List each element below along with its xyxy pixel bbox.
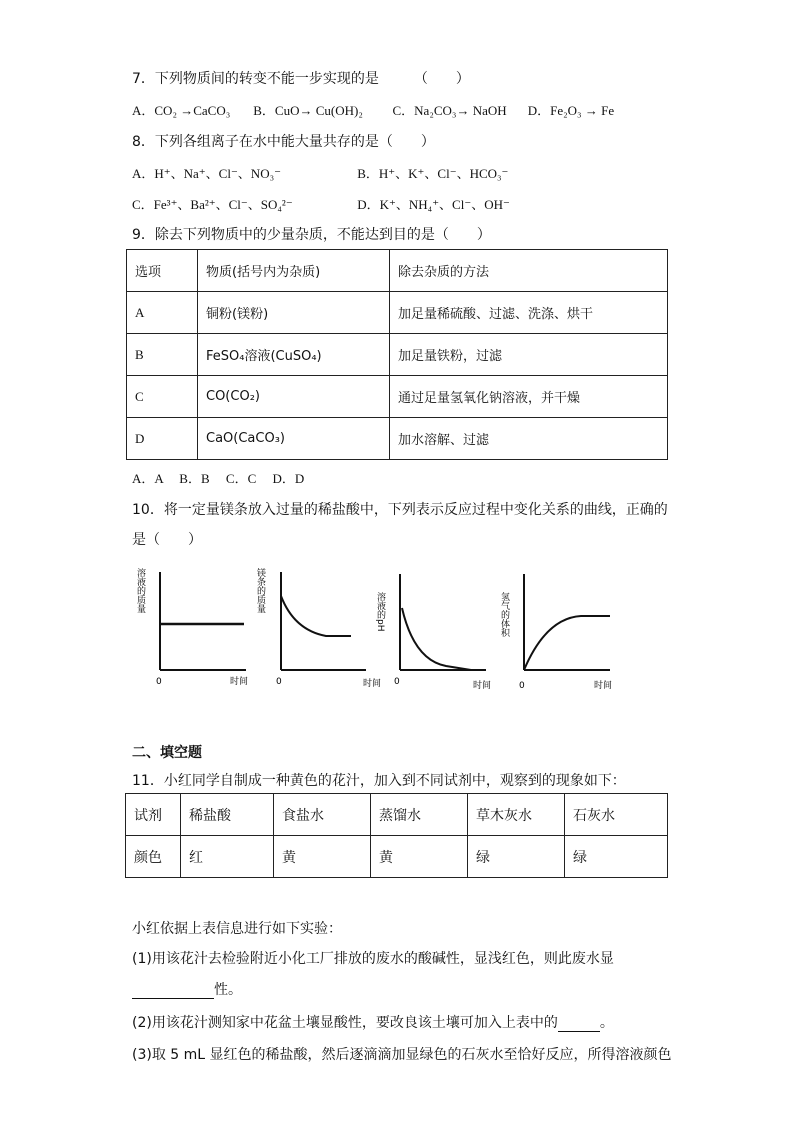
table-cell: 铜粉(镁粉) (198, 292, 390, 334)
table-cell: 加水溶解、过滤 (390, 418, 668, 460)
graph1-xlabel: 时间 (230, 677, 249, 687)
q9-stem: 9．除去下列物质中的少量杂质，不能达到目的是（ ） (132, 227, 491, 243)
q10-stem-line1: 10．将一定量镁条放入过量的稀盐酸中，下列表示反应过程中变化关系的曲线，正确的 (132, 502, 668, 518)
q7-option-c: C．Na₂CO₃→ NaOH (392, 103, 507, 118)
q10-stem-line2: 是（ ） (132, 532, 202, 548)
table-header-cell: 除去杂质的方法 (390, 250, 668, 292)
table-cell: A (127, 292, 198, 334)
table-row (127, 292, 668, 334)
table-row (126, 794, 668, 836)
graph1-origin: 0 (156, 677, 162, 687)
q9-table (126, 249, 668, 460)
q9-answer-options: A．A B．B C．C D．D (132, 471, 305, 486)
q11-sub1-line2 (132, 979, 242, 999)
q7-options (132, 100, 614, 119)
table-cell: C (127, 376, 198, 418)
table-cell: 蒸馏水 (371, 794, 468, 836)
q11-sub2-end: 。 (599, 1015, 614, 1031)
graph4-origin: 0 (519, 681, 525, 691)
q11-sub2 (132, 1012, 614, 1032)
graph-ph (375, 574, 491, 691)
q7-option-a: A．CO₂ →CaCO₃ (132, 103, 231, 118)
table-cell: 黄 (371, 836, 468, 878)
graph-solution-mass (135, 567, 248, 687)
q8-option-b: B．H⁺、K⁺、Cl⁻、HCO₃⁻ (357, 166, 509, 181)
graph4-curve (524, 616, 610, 670)
q7-option-b: B．CuO→ Cu(OH)₂ (253, 103, 363, 118)
table-cell: CO(CO₂) (198, 376, 390, 418)
graph3-ylabel: 溶液的pH (375, 592, 385, 632)
q11-sub1-suffix: 性。 (214, 982, 242, 998)
table-row (127, 250, 668, 292)
table-row (127, 418, 668, 460)
table-cell: CaO(CaCO₃) (198, 418, 390, 460)
table-cell: FeSO₄溶液(CuSO₄) (198, 334, 390, 376)
section-title: 二、填空题 (132, 745, 202, 761)
q11-stem: 11．小红同学自制成一种黄色的花汁，加入到不同试剂中，观察到的现象如下： (132, 773, 626, 789)
q7-option-d: D．Fe₂O₃ → Fe (527, 103, 615, 118)
q11-sub2-text: (2)用该花汁测知家中花盆土壤显酸性，要改良该土壤可加入上表中的 (132, 1015, 558, 1031)
table-cell: 试剂 (126, 794, 181, 836)
graph3-xlabel: 时间 (473, 681, 492, 691)
graph3-origin: 0 (394, 677, 400, 687)
graph2-curve (281, 596, 351, 636)
table-cell: 绿 (565, 836, 668, 878)
table-cell: B (127, 334, 198, 376)
q8-options-row1 (132, 163, 508, 182)
q10-graphs (126, 560, 646, 695)
table-row (127, 376, 668, 418)
q11-sub1-line1: (1)用该花汁去检验附近小化工厂排放的废水的酸碱性，显浅红色，则此废水显 (132, 951, 614, 967)
answer-blank-1[interactable] (132, 982, 214, 999)
graph2-origin: 0 (276, 677, 282, 687)
graph1-ylabel: 溶液的质量 (135, 568, 145, 613)
graph4-ylabel: 氢气的体积 (499, 592, 509, 637)
table-cell: 加足量稀硫酸、过滤、洗涤、烘干 (390, 292, 668, 334)
table-cell: 稀盐酸 (181, 794, 274, 836)
graph-mg-mass (255, 567, 381, 689)
graph4-xlabel: 时间 (594, 681, 613, 691)
q7-stem: 7．下列物质间的转变不能一步实现的是 （ ） (132, 71, 470, 87)
q8-option-a: A．H⁺、Na⁺、Cl⁻、NO₃⁻ (132, 166, 281, 181)
graph2-ylabel: 镁条的质量 (255, 568, 265, 613)
q11-intro: 小红依据上表信息进行如下实验： (132, 921, 342, 937)
graph3-curve (402, 608, 471, 670)
table-cell: 加足量铁粉，过滤 (390, 334, 668, 376)
q11-table (125, 793, 668, 878)
table-cell: 通过足量氢氧化钠溶液，并干燥 (390, 376, 668, 418)
table-header-cell: 选项 (127, 250, 198, 292)
table-cell: 绿 (468, 836, 565, 878)
table-cell: 红 (181, 836, 274, 878)
q11-sub3: (3)取 5 mL 显红色的稀盐酸，然后逐滴滴加显绿色的石灰水至恰好反应，所得溶液颜色 (132, 1047, 672, 1063)
q8-stem: 8．下列各组离子在水中能大量共存的是（ ） (132, 134, 435, 150)
table-row (127, 334, 668, 376)
q8-option-c: C．Fe³⁺、Ba²⁺、Cl⁻、SO₄²⁻ (132, 197, 293, 212)
q8-option-d: D．K⁺、NH₄⁺、Cl⁻、OH⁻ (357, 197, 510, 212)
table-cell: 食盐水 (274, 794, 371, 836)
q8-options-row2 (132, 194, 510, 213)
graph-h2-volume (499, 574, 612, 691)
table-row (126, 836, 668, 878)
answer-blank-2[interactable] (558, 1015, 600, 1032)
graph2-xlabel: 时间 (363, 679, 382, 689)
table-cell: 颜色 (126, 836, 181, 878)
table-cell: 石灰水 (565, 794, 668, 836)
table-header-cell: 物质(括号内为杂质) (198, 250, 390, 292)
table-cell: 草木灰水 (468, 794, 565, 836)
table-cell: 黄 (274, 836, 371, 878)
table-cell: D (127, 418, 198, 460)
